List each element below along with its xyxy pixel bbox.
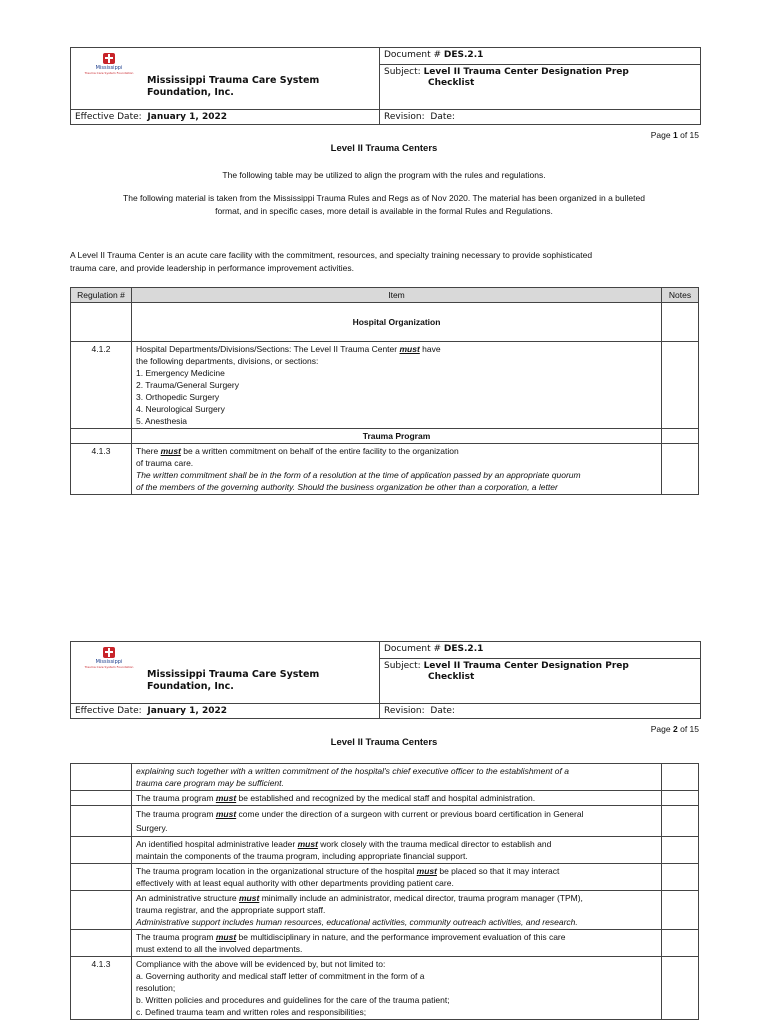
effective-date: Effective Date: January 1, 2022 xyxy=(71,110,380,125)
table-row xyxy=(71,837,699,864)
table-row xyxy=(71,303,699,342)
org-cell xyxy=(71,48,380,110)
table-header-row xyxy=(71,288,699,303)
table-row xyxy=(71,930,699,957)
revision-date: Revision: Date: xyxy=(380,110,701,125)
effective-date: Effective Date: January 1, 2022 xyxy=(71,704,380,719)
page-title: Level II Trauma Centers xyxy=(330,143,438,154)
table-row xyxy=(71,342,699,429)
org-cell xyxy=(71,642,380,704)
document-number: Document # DES.2.1 xyxy=(380,642,701,659)
logo-text: Mississippi xyxy=(95,65,123,71)
item-cell: There must be a written commitment on behalf of the entire facility to the organization of trauma care. The written commitment shall be in the form of a resolution at the time of application passed by an appropriate quorum of the members of the governing authority. Should the business organization be other than a corporation, a letter xyxy=(132,444,662,495)
col-notes: Notes xyxy=(662,288,699,303)
subject: Subject: Level II Trauma Center Designation Prep Checklist xyxy=(380,659,701,704)
document-header xyxy=(70,47,701,125)
subject: Subject: Level II Trauma Center Designation Prep Checklist xyxy=(380,65,701,110)
item-cell: An administrative structure must minimally include an administrator, medical director, trauma program manager (TPM), trauma registrar, and the appropriate support staff. Administrative support includes human resources, educational activities, community outreach activities, and research. xyxy=(132,891,662,930)
table-row xyxy=(71,791,699,806)
regulation-number: 4.1.3 xyxy=(71,957,132,1020)
item-cell: The trauma program must come under the direction of a surgeon with current or previous board certification in General Surgery. xyxy=(132,806,662,837)
org-name: Mississippi Trauma Care System Foundation, Inc. xyxy=(147,75,320,98)
section-heading: Trauma Program xyxy=(132,429,662,444)
checklist-table xyxy=(70,763,699,1020)
table-row xyxy=(71,957,699,1020)
table-row xyxy=(71,806,699,837)
regulation-number: 4.1.2 xyxy=(71,342,132,429)
definition-text: A Level II Trauma Center is an acute care facility with the commitment, resources, and specialty training necessary to provide sophisticated trauma care, and provide leadership in performance improvement activities. xyxy=(70,250,593,273)
document-header xyxy=(70,641,701,719)
item-cell: An identified hospital administrative leader must work closely with the trauma medical director to establish and maintain the components of the trauma program, including appropriate financial support. xyxy=(132,837,662,864)
logo-tagline: Trauma Care System Foundation xyxy=(84,665,134,669)
page-number: Page 2 of 15 xyxy=(650,724,699,734)
table-row xyxy=(71,429,699,444)
item-cell: The trauma program must be established and recognized by the medical staff and hospital administration. xyxy=(132,791,662,806)
item-cell: explaining such together with a written commitment of the hospital's chief executive officer to the establishment of a trauma care program may be sufficient. xyxy=(132,764,662,791)
table-row xyxy=(71,891,699,930)
table-row xyxy=(71,864,699,891)
intro-text: The following table may be utilized to align the program with the rules and regulations. xyxy=(222,170,546,180)
item-cell: The trauma program must be multidisciplinary in nature, and the performance improvement evaluation of this care must extend to all the involved departments. xyxy=(132,930,662,957)
table-row xyxy=(71,764,699,791)
logo xyxy=(79,647,139,669)
cross-icon xyxy=(103,647,115,658)
item-cell: Compliance with the above will be evidenced by, but not limited to: a. Governing authority and medical staff letter of commitment in the form of a resolution; b. Written policies and procedures and guidelines for the care of the trauma patient; c. Defined trauma team and written roles and responsibilities; xyxy=(132,957,662,1020)
org-name: Mississippi Trauma Care System Foundation, Inc. xyxy=(147,669,320,692)
item-cell: The trauma program location in the organizational structure of the hospital must be placed so that it may interact effectively with at least equal authority with other departments providing patient care. xyxy=(132,864,662,891)
col-item: Item xyxy=(132,288,662,303)
item-cell: Hospital Departments/Divisions/Sections: The Level II Trauma Center must have the following departments, divisions, or sections: 1. Emergency Medicine 2. Trauma/General Surgery 3. Orthopedic Surgery 4. Neurological Surgery 5. Anesthesia xyxy=(132,342,662,429)
logo xyxy=(79,53,139,75)
cross-icon xyxy=(103,53,115,64)
page-number: Page 1 of 15 xyxy=(650,130,699,140)
source-note: The following material is taken from the Mississippi Trauma Rules and Regs as of Nov 2020. The material has been organized in a bulleted format, and in specific cases, more detail is available in the formal Rules and Regulations. xyxy=(123,193,645,216)
col-regulation: Regulation # xyxy=(71,288,132,303)
document-number: Document # DES.2.1 xyxy=(380,48,701,65)
logo-text: Mississippi xyxy=(95,659,123,665)
regulation-number: 4.1.3 xyxy=(71,444,132,495)
page-title: Level II Trauma Centers xyxy=(330,737,438,748)
table-row xyxy=(71,444,699,495)
logo-tagline: Trauma Care System Foundation xyxy=(84,71,134,75)
checklist-table xyxy=(70,287,699,495)
revision-date: Revision: Date: xyxy=(380,704,701,719)
section-heading: Hospital Organization xyxy=(132,303,662,342)
